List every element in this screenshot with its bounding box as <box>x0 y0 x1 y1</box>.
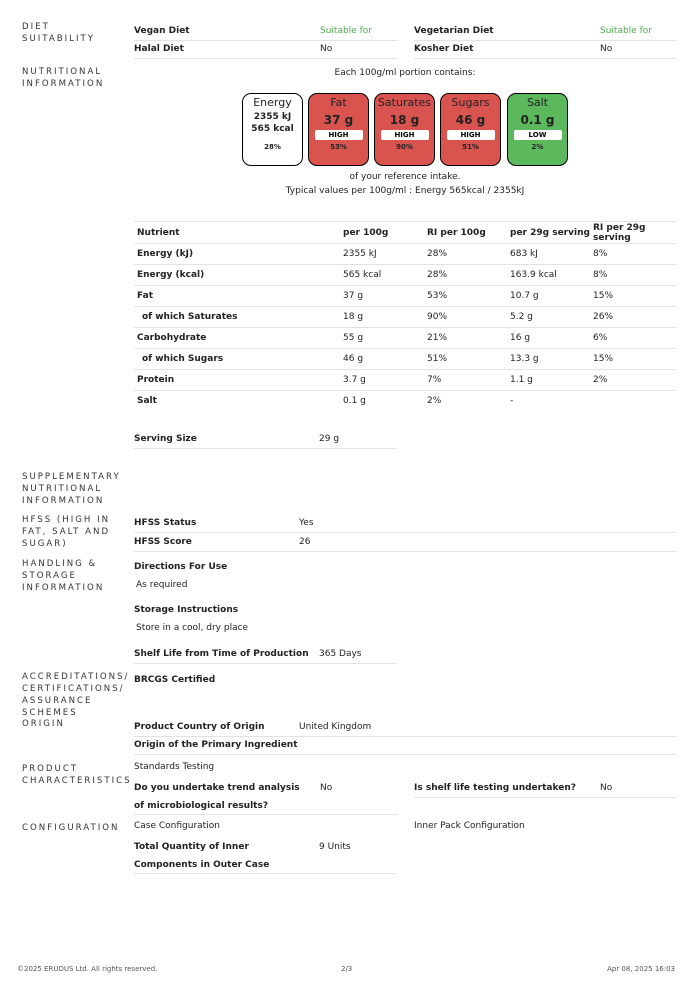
traffic-name: Salt <box>526 96 549 109</box>
per-100g: 3.7 g <box>340 370 424 391</box>
shelf-testing-row <box>414 779 676 798</box>
section-heading-handling: HANDLING & STORAGE INFORMATION <box>22 559 105 593</box>
serving-size-row <box>134 430 396 449</box>
vegetarian-row <box>414 22 676 41</box>
serving-size-label: Serving Size <box>134 434 197 444</box>
traffic-name: Saturates <box>377 96 432 109</box>
ri-per-100g: 28% <box>424 265 507 286</box>
ri-per-serving <box>590 391 676 412</box>
traffic-light-sugars <box>440 93 501 166</box>
traffic-band: HIGH <box>381 130 429 140</box>
per-100g: 37 g <box>340 286 424 307</box>
directions-value: As required <box>136 580 188 590</box>
per-100g: 55 g <box>340 328 424 349</box>
nutrition-intro: Each 100g/ml portion contains: <box>334 68 476 78</box>
vegetarian-label: Vegetarian Diet <box>414 26 494 36</box>
traffic-percent: 51% <box>462 143 479 151</box>
brcgs-certified: BRCGS Certified <box>134 675 216 685</box>
traffic-light-fat <box>308 93 369 166</box>
section-heading-nutrition: NUTRITIONAL INFORMATION <box>22 67 105 89</box>
footer-page-number: 2/3 <box>341 965 353 973</box>
inner-components-label: Total Quantity of Inner Components in Outer Case <box>134 842 270 870</box>
vegetarian-value: Suitable for <box>600 26 652 36</box>
section-heading-hfss: HFSS (HIGH IN FAT, SALT AND SUGAR) <box>22 515 111 549</box>
table-row <box>134 286 676 307</box>
ri-per-100g: 21% <box>424 328 507 349</box>
traffic-name: Fat <box>330 96 347 109</box>
ri-per-100g: 28% <box>424 244 507 265</box>
ri-per-serving: 15% <box>590 349 676 370</box>
traffic-value: 46 g <box>455 113 486 127</box>
traffic-light-salt <box>507 93 568 166</box>
per-serving: 5.2 g <box>507 307 590 328</box>
hfss-score-row <box>134 533 676 552</box>
per-100g: 2355 kJ <box>340 244 424 265</box>
traffic-band: HIGH <box>447 130 495 140</box>
traffic-percent: 90% <box>396 143 413 151</box>
hfss-status-value: Yes <box>299 518 314 528</box>
traffic-value: 18 g <box>389 113 420 127</box>
primary-origin-label: Origin of the Primary Ingredient <box>134 740 298 750</box>
section-heading-configuration: CONFIGURATION <box>22 823 120 833</box>
ri-per-serving: 8% <box>590 244 676 265</box>
nutrient-name: Fat <box>134 286 340 307</box>
column-header: RI per 100g <box>424 222 507 244</box>
section-heading-origin: ORIGIN <box>22 719 65 729</box>
trend-analysis-label: Do you undertake trend analysis of microbiological results? <box>134 783 300 811</box>
trend-analysis-row <box>134 779 398 815</box>
per-serving: - <box>510 396 514 406</box>
typical-values-text: Typical values per 100g/ml : Energy 565kcal / 2355kJ <box>285 186 525 196</box>
table-row <box>134 370 676 391</box>
hfss-status-row <box>134 514 676 533</box>
reference-intake-text: of your reference intake. <box>349 172 461 182</box>
per-serving: 13.3 g <box>507 349 590 370</box>
traffic-band: HIGH <box>315 130 363 140</box>
per-100g: 46 g <box>340 349 424 370</box>
serving-size-value: 29 g <box>319 434 340 444</box>
footer-copyright: ©2025 ERUDUS Ltd. All rights reserved. <box>17 965 158 973</box>
nutrient-name: Energy (kJ) <box>134 244 340 265</box>
nutrient-name: Salt <box>137 396 157 406</box>
kosher-label: Kosher Diet <box>414 44 474 54</box>
vegan-value: Suitable for <box>320 26 372 36</box>
per-serving: 1.1 g <box>507 370 590 391</box>
ri-per-serving: 15% <box>590 286 676 307</box>
shelf-testing-value: No <box>600 783 613 793</box>
nutrient-name: of which Sugars <box>134 349 340 370</box>
shelf-testing-label: Is shelf life testing undertaken? <box>414 783 576 793</box>
hfss-status-label: HFSS Status <box>134 518 197 528</box>
ri-per-serving: 8% <box>590 265 676 286</box>
traffic-value: 37 g <box>323 113 354 127</box>
traffic-value-kcal: 565 kcal <box>251 124 294 134</box>
per-100g: 565 kcal <box>340 265 424 286</box>
table-header-row <box>134 222 676 244</box>
traffic-percent: 28% <box>264 143 281 151</box>
vegan-label: Vegan Diet <box>134 26 190 36</box>
kosher-row <box>414 40 676 59</box>
nutrient-name: Energy (kcal) <box>134 265 340 286</box>
traffic-value: 0.1 g <box>520 113 555 127</box>
country-origin-row <box>134 718 676 737</box>
table-row <box>134 328 676 349</box>
table-row <box>134 349 676 370</box>
standards-testing: Standards Testing <box>134 762 215 772</box>
column-header: RI per 29g serving <box>590 222 676 244</box>
column-header: per 100g <box>340 222 424 244</box>
traffic-value: 2355 kJ <box>253 112 292 122</box>
ri-per-100g: 2% <box>427 396 442 406</box>
section-heading-diet: DIET SUITABILITY <box>22 22 95 44</box>
trend-analysis-value: No <box>320 783 333 793</box>
inner-pack-configuration: Inner Pack Configuration <box>414 821 525 831</box>
per-serving: 16 g <box>507 328 590 349</box>
footer-date: Apr 08, 2025 16:03 <box>607 965 675 973</box>
traffic-name: Energy <box>253 96 292 109</box>
traffic-name: Sugars <box>451 96 490 109</box>
ri-per-100g: 90% <box>424 307 507 328</box>
hfss-score-label: HFSS Score <box>134 537 192 547</box>
table-row <box>134 265 676 286</box>
halal-label: Halal Diet <box>134 44 184 54</box>
traffic-light-saturates <box>374 93 435 166</box>
country-origin-value: United Kingdom <box>299 722 372 732</box>
traffic-percent: 2% <box>531 143 544 151</box>
table-row <box>134 244 676 265</box>
ri-per-100g: 53% <box>424 286 507 307</box>
table-row <box>134 307 676 328</box>
ri-per-serving: 2% <box>590 370 676 391</box>
primary-origin-row <box>134 736 676 755</box>
halal-value: No <box>320 44 333 54</box>
kosher-value: No <box>600 44 613 54</box>
inner-components-value: 9 Units <box>319 842 351 852</box>
nutrient-name: Protein <box>134 370 340 391</box>
per-serving: 163.9 kcal <box>507 265 590 286</box>
storage-value: Store in a cool, dry place <box>136 623 249 633</box>
column-header: Nutrient <box>134 222 340 244</box>
country-origin-label: Product Country of Origin <box>134 722 265 732</box>
ri-per-100g: 7% <box>424 370 507 391</box>
traffic-band: LOW <box>514 130 562 140</box>
shelf-life-label: Shelf Life from Time of Production <box>134 649 309 659</box>
ri-per-serving: 26% <box>590 307 676 328</box>
vegan-row <box>134 22 398 41</box>
nutrition-table <box>134 221 676 411</box>
section-heading-supplementary: SUPPLEMENTARY NUTRITIONAL INFORMATION <box>22 472 121 506</box>
nutrient-name: of which Saturates <box>134 307 340 328</box>
per-100g: 0.1 g <box>343 396 366 406</box>
traffic-percent: 53% <box>330 143 347 151</box>
table-row <box>134 391 676 412</box>
per-serving: 10.7 g <box>507 286 590 307</box>
ri-per-100g: 51% <box>424 349 507 370</box>
shelf-life-value: 365 Days <box>319 649 362 659</box>
directions-label: Directions For Use <box>134 562 228 572</box>
traffic-light-energy <box>242 93 303 166</box>
case-configuration: Case Configuration <box>134 821 220 831</box>
section-heading-characteristics: PRODUCT CHARACTERISTICS <box>22 764 132 786</box>
nutrient-name: Carbohydrate <box>134 328 340 349</box>
halal-row <box>134 40 398 59</box>
shelf-life-row <box>134 645 396 664</box>
inner-components-row <box>134 838 396 874</box>
per-100g: 18 g <box>340 307 424 328</box>
storage-label: Storage Instructions <box>134 605 239 615</box>
section-heading-accreditations: ACCREDITATIONS/ CERTIFICATIONS/ ASSURANCE SCHEMES <box>22 672 130 718</box>
hfss-score-value: 26 <box>299 537 311 547</box>
ri-per-serving: 6% <box>590 328 676 349</box>
column-header: per 29g serving <box>507 222 590 244</box>
per-serving: 683 kJ <box>507 244 590 265</box>
